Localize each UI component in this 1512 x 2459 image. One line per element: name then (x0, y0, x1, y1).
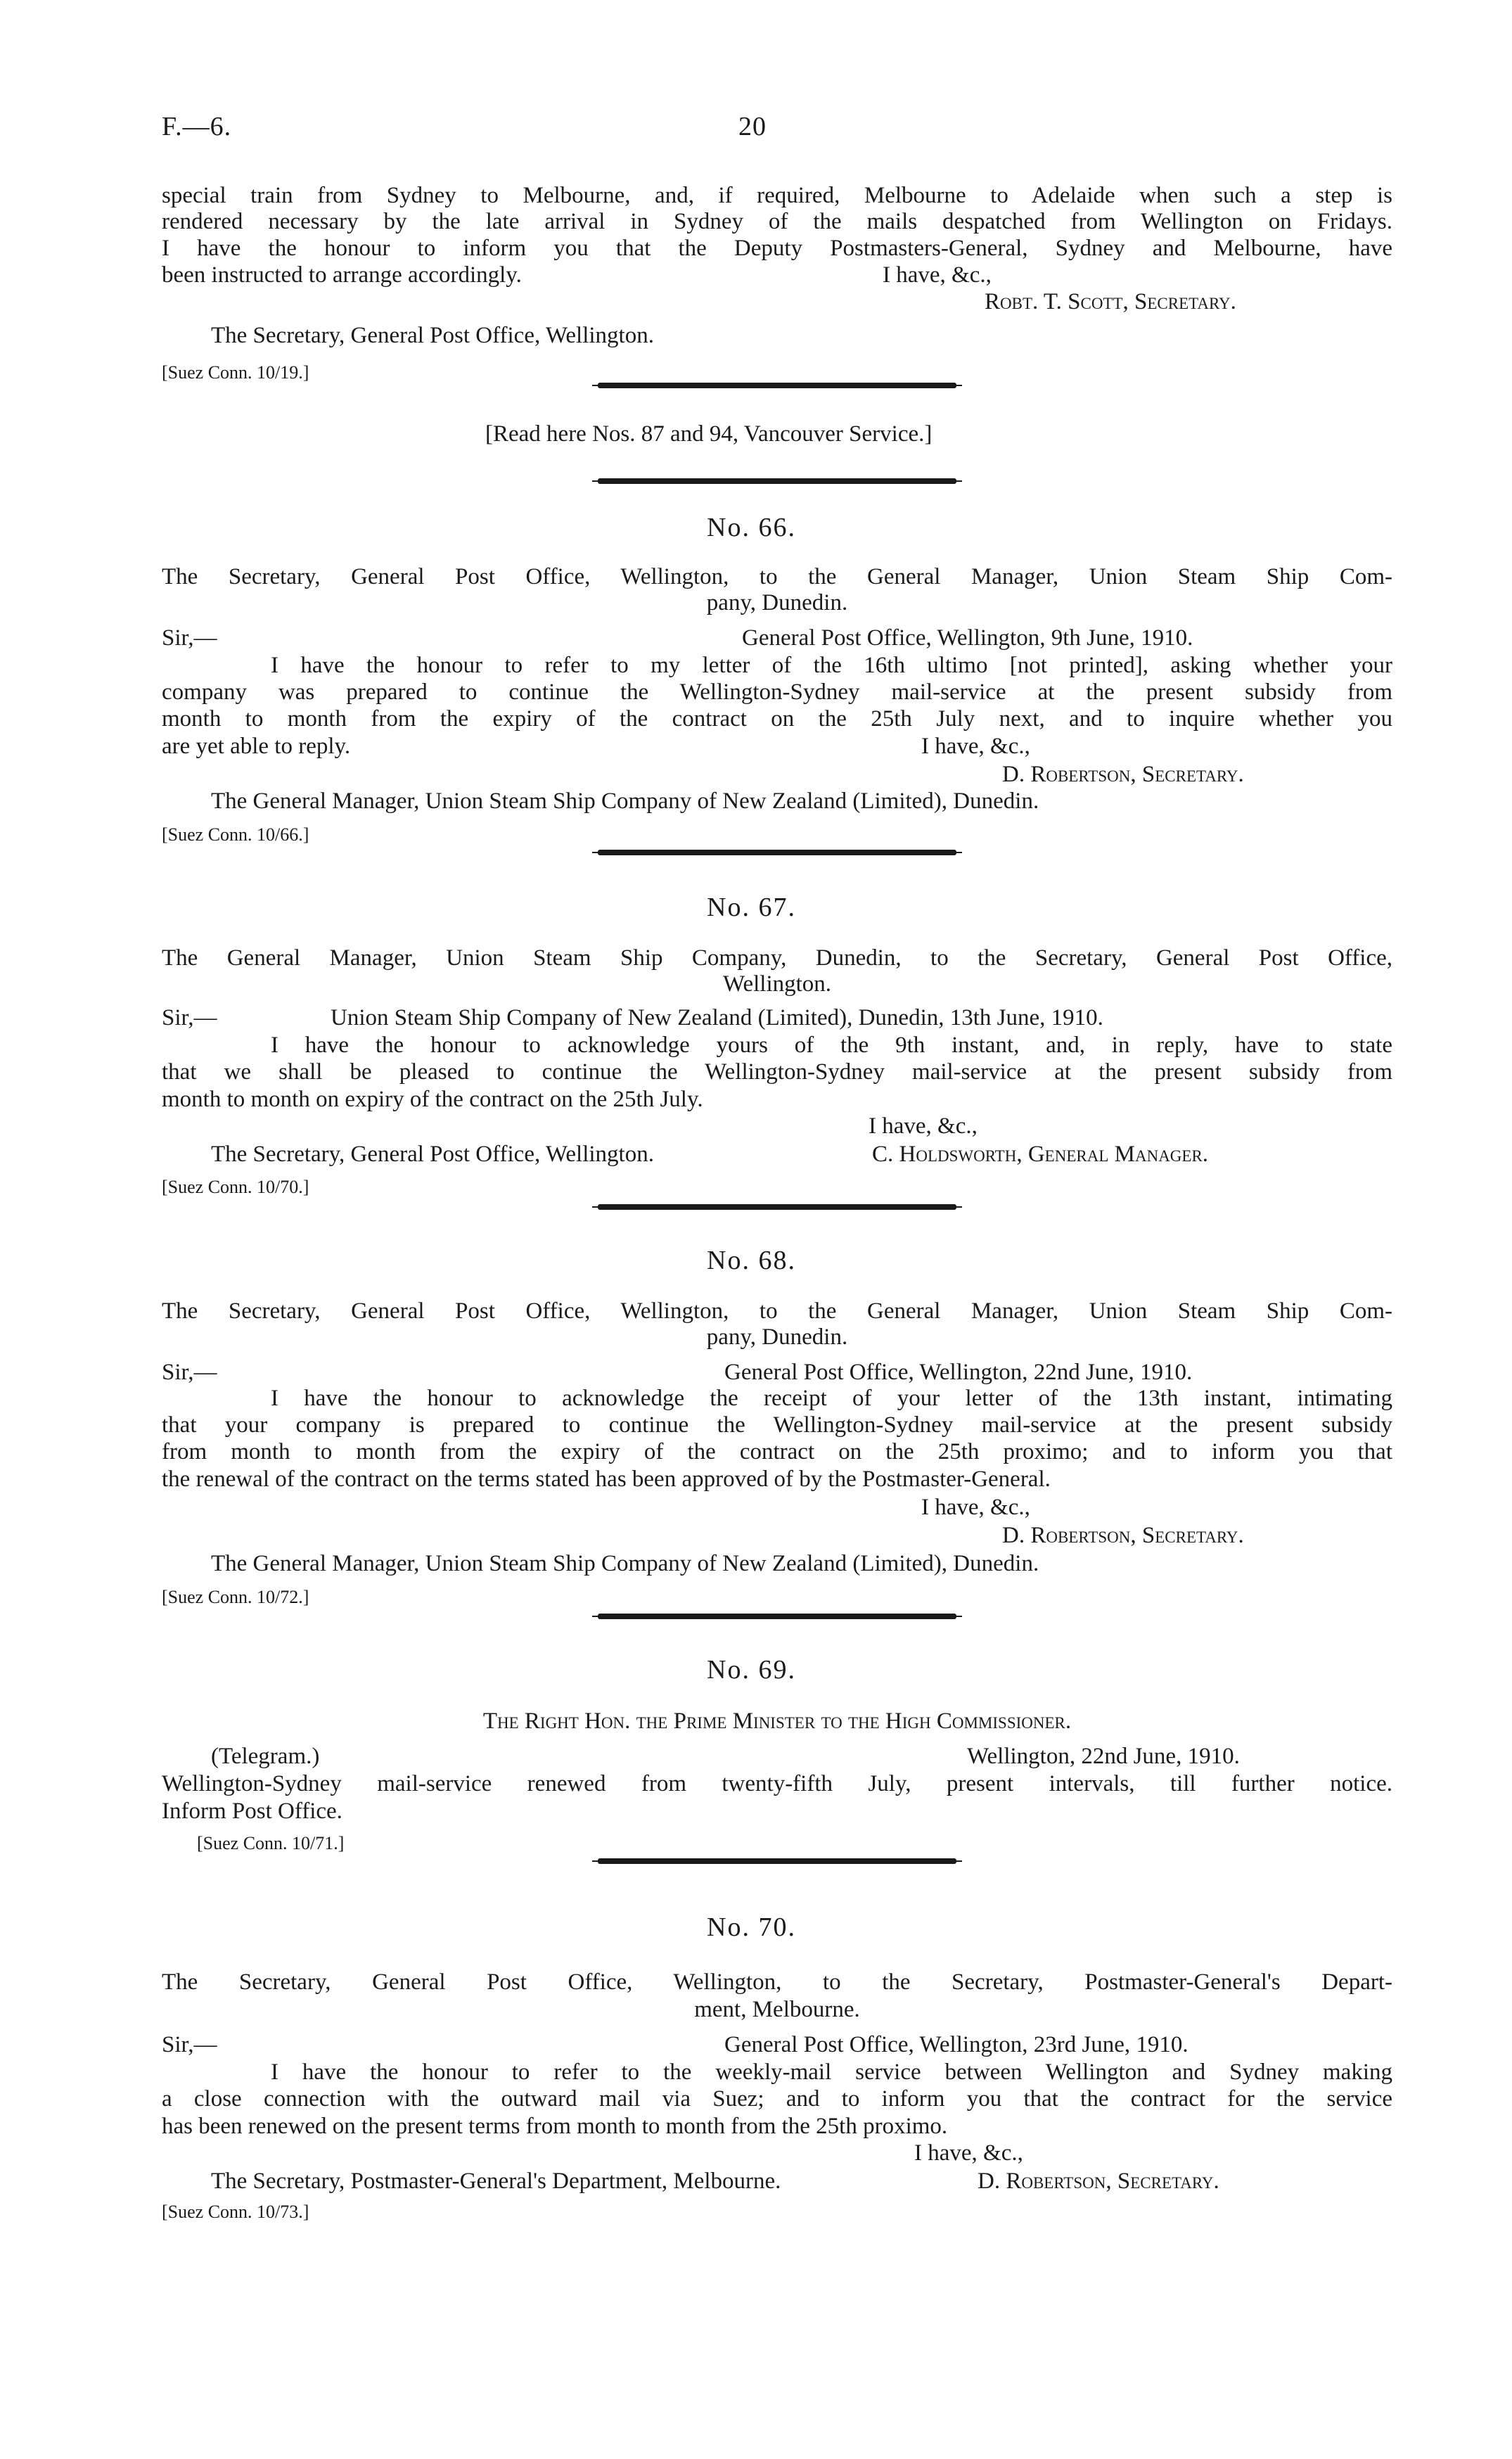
letter-67-number: No. 67. (707, 893, 796, 922)
letter-66-line-3: month to month from the expiry of the contract on the 25th July next, and to inquire whether you (162, 706, 1392, 732)
letter-69-line-1: Wellington-Sydney mail-service renewed from twenty-fifth July, present intervals, till further notice. (162, 1771, 1392, 1796)
letter-68-line-2: that your company is prepared to continue the Wellington-Sydney mail-service at the present subsidy (162, 1412, 1392, 1438)
section-rule-6 (598, 1858, 956, 1864)
letter-66-line-2: company was prepared to continue the Wellington-Sydney mail-service at the present subsidy from (162, 679, 1392, 705)
letter-68-place-date: General Post Office, Wellington, 22nd June, 1910. (724, 1360, 1193, 1385)
letter-70-number: No. 70. (707, 1912, 796, 1942)
letter-67-sign-off: I have, &c., (869, 1113, 978, 1139)
section-rule-1 (598, 383, 956, 388)
letter-70-place-date: General Post Office, Wellington, 23rd June, 1910. (724, 2032, 1189, 2057)
letter-68-signature: D. Robertson, Secretary. (1002, 1523, 1244, 1548)
letter-68-salutation: Sir,— (162, 1360, 217, 1385)
letter-66-sign-off: I have, &c., (921, 734, 1030, 759)
letter-67-line-1: I have the honour to acknowledge yours of the 9th instant, and, in reply, have to state (271, 1033, 1392, 1058)
letter-69-place-date: Wellington, 22nd June, 1910. (967, 1744, 1240, 1769)
letter-66-place-date: General Post Office, Wellington, 9th June, 1910. (742, 625, 1193, 651)
letter-67-heading-2: Wellington. (722, 971, 832, 997)
letter-67-heading-1: The General Manager, Union Steam Ship Company, Dunedin, to the Secretary, General Post Office, (162, 945, 1392, 971)
intro-sign-off: I have, &c., (883, 262, 992, 288)
letter-68-reference: [Suez Conn. 10/72.] (162, 1587, 309, 1607)
letter-69-reference: [Suez Conn. 10/71.] (197, 1833, 345, 1853)
letter-70-addressee: The Secretary, Postmaster-General's Department, Melbourne. (211, 2169, 781, 2194)
letter-68-last-line: the renewal of the contract on the terms stated has been approved of by the Postmaster-General. (162, 1467, 1051, 1492)
letter-68-heading-1: The Secretary, General Post Office, Wellington, to the General Manager, Union Steam Ship Com- (162, 1298, 1392, 1324)
series-label: F.—6. (162, 112, 232, 141)
page-number: 20 (738, 112, 767, 141)
letter-70-reference: [Suez Conn. 10/73.] (162, 2202, 309, 2222)
letter-69-heading: The Right Hon. the Prime Minister to the High Commissioner. (482, 1708, 1072, 1734)
intro-line-1: special train from Sydney to Melbourne, and, if required, Melbourne to Adelaide when such a step is (162, 183, 1392, 208)
letter-66-line-1: I have the honour to refer to my letter of the 16th ultimo [not printed], asking whether your (271, 653, 1392, 678)
letter-66-heading-2: pany, Dunedin. (706, 590, 848, 615)
letter-66-number: No. 66. (707, 513, 796, 542)
letter-66-reference: [Suez Conn. 10/66.] (162, 824, 309, 845)
letter-67-signature: C. Holdsworth, General Manager. (872, 1142, 1209, 1167)
letter-68-sign-off: I have, &c., (921, 1495, 1030, 1520)
intro-signature: Robt. T. Scott, Secretary. (985, 289, 1236, 314)
letter-67-salutation: Sir,— (162, 1005, 217, 1030)
letter-70-line-1: I have the honour to refer to the weekly-mail service between Wellington and Sydney making (271, 2059, 1392, 2085)
intro-reference: [Suez Conn. 10/19.] (162, 362, 309, 383)
letter-70-heading-2: ment, Melbourne. (694, 1997, 860, 2022)
letter-66-addressee: The General Manager, Union Steam Ship Company of New Zealand (Limited), Dunedin. (211, 788, 1039, 814)
letter-66-last-line: are yet able to reply. (162, 734, 351, 759)
letter-70-sign-off: I have, &c., (914, 2140, 1023, 2166)
section-rule-4 (598, 1204, 956, 1210)
letter-67-line-2: that we shall be pleased to continue the Wellington-Sydney mail-service at the present subsidy from (162, 1059, 1392, 1085)
letter-70-salutation: Sir,— (162, 2032, 217, 2057)
letter-67-last-line: month to month on expiry of the contract on the 25th July. (162, 1087, 703, 1112)
letter-68-line-1: I have the honour to acknowledge the receipt of your letter of the 13th instant, intimating (271, 1386, 1392, 1411)
letter-68-number: No. 68. (707, 1246, 796, 1275)
intro-line-2: rendered necessary by the late arrival in Sydney of the mails despatched from Wellington on Fridays. (162, 209, 1392, 234)
intro-line-3: I have the honour to inform you that the Deputy Postmasters-General, Sydney and Melbourne, have (162, 236, 1392, 261)
section-rule-3 (598, 850, 956, 855)
letter-70-last-line: has been renewed on the present terms from month to month from the 25th proximo. (162, 2114, 948, 2139)
letter-66-salutation: Sir,— (162, 625, 217, 651)
intro-last-line: been instructed to arrange accordingly. (162, 262, 522, 288)
letter-68-heading-2: pany, Dunedin. (706, 1324, 848, 1350)
letter-69-type-label: (Telegram.) (211, 1744, 320, 1769)
letter-70-heading-1: The Secretary, General Post Office, Wellington, to the Secretary, Postmaster-General's Depart- (162, 1969, 1392, 1995)
letter-69-last-line: Inform Post Office. (162, 1799, 342, 1824)
letter-69-number: No. 69. (707, 1655, 796, 1685)
read-here-note: [Read here Nos. 87 and 94, Vancouver Service.] (485, 421, 933, 447)
section-rule-5 (598, 1614, 956, 1619)
letter-67-place-date: Union Steam Ship Company of New Zealand (Limited), Dunedin, 13th June, 1910. (331, 1005, 1103, 1030)
letter-67-addressee: The Secretary, General Post Office, Wellington. (211, 1142, 654, 1167)
letter-68-addressee: The General Manager, Union Steam Ship Company of New Zealand (Limited), Dunedin. (211, 1551, 1039, 1576)
letter-66-heading-1: The Secretary, General Post Office, Wellington, to the General Manager, Union Steam Ship Com- (162, 564, 1392, 589)
letter-70-signature: D. Robertson, Secretary. (978, 2169, 1219, 2194)
intro-addressee: The Secretary, General Post Office, Wellington. (211, 323, 654, 348)
letter-70-line-2: a close connection with the outward mail via Suez; and to inform you that the contract for the service (162, 2086, 1392, 2112)
letter-68-line-3: from month to month from the expiry of the contract on the 25th proximo; and to inform you that (162, 1439, 1392, 1464)
letter-67-reference: [Suez Conn. 10/70.] (162, 1177, 309, 1197)
letter-66-signature: D. Robertson, Secretary. (1002, 762, 1244, 787)
section-rule-2 (598, 478, 956, 484)
